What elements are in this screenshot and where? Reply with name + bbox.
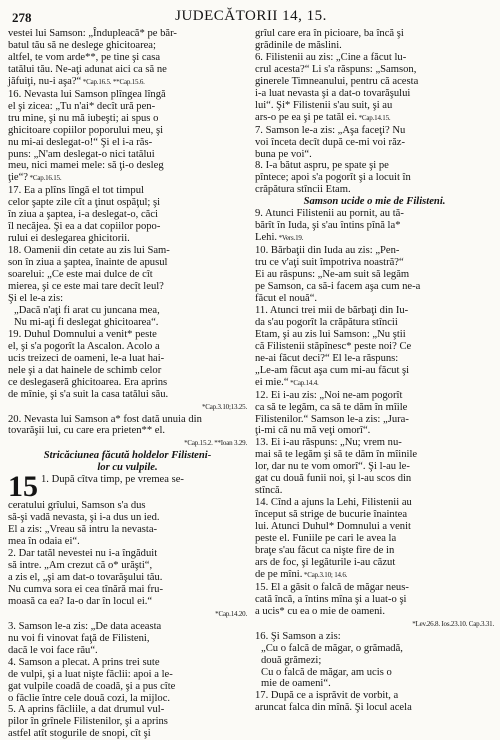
verse-text: mea în odaia ei“. — [8, 536, 80, 548]
text-line — [255, 293, 494, 305]
verse-text: jăfuiţi, nu-i aşa?“ — [8, 75, 82, 87]
text-line — [255, 269, 494, 281]
verse-text: bărît în Iuda, şi s'au întins pînă la* — [255, 220, 401, 232]
text-line — [255, 606, 494, 618]
verse-text: batul tău să ne deslege ghicitoarea; — [8, 39, 156, 51]
cross-reference: *Cap.14.4. — [288, 378, 319, 387]
verse-text: 17. După ce a isprăvit de vorbit, a — [255, 690, 399, 702]
verse-text: el, şi s'a pogorît la Ascalon. Acolo a — [8, 340, 160, 352]
text-line — [8, 621, 247, 633]
text-line — [8, 341, 247, 353]
verse-text: tru ce v'aţi suit împotriva noastră?“ — [255, 257, 404, 269]
verse-text: peste el. Funiile pe cari le avea la — [255, 533, 397, 545]
text-line — [8, 425, 247, 437]
text-line — [8, 172, 247, 185]
cross-reference: *Cap.14.15. — [357, 113, 391, 122]
verse-text: 17. Ea a plîns lîngă el tot timpul — [8, 185, 144, 197]
verse-text: 14. Cînd a ajuns la Lehi, Filistenii au — [255, 497, 412, 509]
text-line — [255, 317, 494, 329]
verse-text: astfel atît stogurile de snopi, cît şi — [8, 728, 151, 740]
text-line — [255, 100, 494, 112]
text-line — [255, 618, 494, 631]
text-line — [255, 88, 494, 100]
text-line — [255, 377, 494, 390]
verse-text: gat vulpile coadă de coadă, şi a pus cîte — [8, 680, 176, 692]
verse-text: să-şi vadă nevasta, şi i-a dus un ied. — [8, 512, 160, 524]
text-line — [8, 470, 247, 504]
verse-text: 4. Samson a plecat. A prins trei sute — [8, 656, 160, 668]
text-line — [255, 643, 494, 655]
verse-text: grîul care era în picioare, ba încă şi — [255, 28, 404, 39]
cross-reference: *Lev.26.8. Ios.23.10. Cap.3.31. — [412, 619, 494, 628]
text-line — [8, 377, 247, 389]
text-line — [255, 509, 494, 521]
text-line — [255, 125, 494, 137]
text-line — [8, 89, 247, 101]
text-line — [8, 197, 247, 209]
verse-text: 16. Nevasta lui Samson plîngea lîngă — [8, 88, 166, 100]
verse-text: Şi el le-a zis: — [8, 292, 64, 304]
verse-text: 2. Dar tatăl nevestei nu i-a îngăduit — [8, 548, 158, 560]
text-line — [255, 594, 494, 606]
section-heading — [8, 462, 247, 474]
verse-text: 9. Atunci Filistenii au pornit, au tă- — [255, 208, 404, 220]
verse-text: mierea, şi ce este mai tare decît leul? — [8, 281, 164, 293]
verse-text: „Dacă n'aţi fi arat cu juncana mea, — [14, 304, 160, 316]
text-line — [8, 281, 247, 293]
verse-text: buna pe voi“. — [255, 148, 312, 160]
verse-text: de vulpi, şi a luat nişte făclii: apoi a le- — [8, 668, 173, 680]
verse-text: că Filistenii stăpînesc* peste noi? Ce — [255, 340, 412, 352]
text-line — [8, 160, 247, 172]
verse-text: el şi zicea: „Tu n'ai* decît ură pen- — [8, 100, 156, 112]
text-line — [8, 657, 247, 669]
verse-text: 20. Nevasta lui Samson a* fost dată unuia din — [8, 413, 202, 425]
verse-text: ne-ai făcut deci?“ El le-a răspuns: — [255, 352, 399, 364]
text-line — [255, 425, 494, 437]
text-columns — [8, 28, 494, 740]
verse-text: voi înceta decît după ce-mi voi răz- — [255, 136, 406, 148]
verse-text: ca să te legăm, ca să te dăm în mîile — [255, 401, 408, 413]
verse-text: da s'au pogorît la crăpătura stîncii — [255, 316, 398, 328]
verse-text: Etam, şi au zis lui Samson: „Nu ştii — [255, 328, 406, 340]
text-line — [255, 582, 494, 594]
verse-text: aruncat falca din mînă. Şi locul acela — [255, 702, 412, 714]
cross-reference: *Cap.16.5. **Cap.15.6. — [81, 77, 145, 86]
text-line — [255, 485, 494, 497]
verse-text: gat cu două funii noi, şi l-au scos din — [255, 473, 412, 485]
verse-text: tovarăşii lui, cu care era prieten** el. — [8, 425, 166, 437]
text-line — [8, 221, 247, 233]
text-line — [255, 365, 494, 377]
verse-text: mie de oameni“. — [261, 678, 331, 690]
text-line — [255, 702, 494, 714]
page-header — [8, 6, 494, 28]
verse-text: în ziua a şaptea, i-a deslegat-o, căci — [8, 209, 158, 221]
text-line — [255, 667, 494, 679]
text-line — [255, 390, 494, 402]
verse-text: început să strige de bucurie înaintea — [255, 509, 408, 521]
cross-reference: *Cap.15.2. **Ioan 3.29. — [184, 439, 247, 448]
text-line — [8, 137, 247, 149]
verse-text: lor cu vulpile. — [97, 462, 158, 474]
verse-text: Nu cumva sora ei cea tînără mai fru- — [8, 583, 164, 595]
text-line — [255, 137, 494, 149]
text-line — [8, 209, 247, 221]
verse-text: moasă ca ea? Ia-o dar în locul ei.“ — [8, 595, 153, 607]
verse-text: son în ziua a şaptea, înainte de apusul — [8, 257, 168, 269]
text-line — [255, 40, 494, 52]
text-line — [8, 572, 247, 584]
verse-text: 8. I-a bătut aspru, pe spate şi pe — [255, 160, 389, 172]
section-heading — [8, 450, 247, 462]
text-line — [8, 149, 247, 161]
text-line — [8, 512, 247, 524]
verse-text: pilor în grînele Filistenilor, şi a aprins — [8, 716, 168, 728]
verse-text: ghicitoare copiilor poporului meu, şi — [8, 124, 164, 136]
verse-text: cată încă, a întins mîna şi a luat-o şi — [255, 593, 407, 605]
verse-text: mai să te legăm şi să te dăm în mîinile — [255, 449, 418, 461]
verse-text: stîncă. — [255, 485, 283, 497]
verse-text: 16. Şi Samson a zis: — [255, 630, 341, 642]
verse-text: „Cu o falcă de măgar, o grămadă, — [261, 642, 403, 654]
text-line — [255, 329, 494, 341]
cross-reference: *Cap.16.15. — [28, 174, 62, 183]
text-line — [8, 693, 247, 705]
text-line — [255, 281, 494, 293]
text-line — [8, 437, 247, 450]
right-column — [255, 28, 494, 740]
text-line — [255, 655, 494, 667]
verse-text: 10. Bărbaţii din Iuda au zis: „Pen- — [255, 245, 400, 257]
text-line — [8, 414, 247, 426]
verse-text: 7. Samson le-a zis: „Aşa faceţi? Nu — [255, 124, 406, 136]
text-line — [255, 172, 494, 184]
verse-text: ei mie.“ — [255, 376, 289, 388]
verse-text: grădinile de măslini. — [255, 39, 342, 51]
verse-text: meu, nici mamei mele: să ţi-o desleg — [8, 160, 164, 172]
verse-text: „Le-am făcut aşa cum mi-au făcut şi — [255, 364, 410, 376]
verse-text: soarelui: „Ce este mai dulce de cît — [8, 269, 153, 281]
verse-text: pe Samson, ca să-i facem aşa cum ne-a — [255, 281, 421, 293]
page-number: 278 — [12, 10, 32, 25]
verse-text: lui. Atunci Duhul* Domnului a venit — [255, 521, 411, 533]
verse-text: lor, dar nu te vom omorî“. Şi l-au le- — [255, 461, 410, 473]
verse-text: 12. Ei i-au zis: „Noi ne-am pogorît — [255, 389, 403, 401]
verse-text: Nu mi-aţi fi deslegat ghicitoarea“. — [14, 316, 159, 328]
text-line — [8, 548, 247, 560]
text-line — [8, 365, 247, 377]
text-line — [8, 269, 247, 281]
text-line — [255, 557, 494, 569]
text-line — [255, 437, 494, 449]
verse-text: vestei lui Samson: „Îndupleacă* pe băr- — [8, 28, 177, 39]
verse-text: ars de foc, şi legăturile i-au căzut — [255, 556, 396, 568]
verse-text: să intre. „Am crezut că o* urăşti“, — [8, 560, 153, 572]
verse-text: crul acesta?“ Li s'a răspuns: „Samson, — [255, 63, 417, 75]
verse-text: 18. Oamenii din cetate au zis lui Sam- — [8, 245, 170, 257]
text-line — [255, 414, 494, 426]
text-line — [255, 64, 494, 76]
verse-text: Ei au răspuns: „Ne-am suit să legăm — [255, 269, 410, 281]
text-line — [255, 521, 494, 533]
verse-text: ţie“? — [8, 172, 28, 184]
verse-text: ce deslegaseră ghicitoarea. Era aprins — [8, 376, 168, 388]
verse-text: Filistenilor.“ Samson le-a zis: „Jura- — [255, 413, 409, 425]
verse-text: braţe s'au făcut ca nişte fire de in — [255, 544, 395, 556]
text-line — [255, 208, 494, 220]
text-line — [255, 545, 494, 557]
text-line — [255, 257, 494, 269]
verse-text: nele şi a dat hainele de schimb celor — [8, 364, 162, 376]
text-line — [8, 401, 247, 414]
verse-text: El a zis: „Vreau să intru la nevasta- — [8, 524, 158, 536]
text-line — [8, 524, 247, 536]
verse-text: 13. Ei i-au răspuns: „Nu; vrem nu- — [255, 437, 402, 449]
verse-text: ucis treizeci de oameni, le-a luat hai- — [8, 352, 165, 364]
text-line — [8, 329, 247, 341]
text-line — [8, 669, 247, 681]
text-line — [8, 52, 247, 64]
verse-text: dacă le voi face rău“. — [8, 644, 98, 656]
text-line — [255, 353, 494, 365]
verse-text: rului ei deslegarea ghicitorii. — [8, 233, 130, 245]
text-line — [255, 76, 494, 88]
text-line — [255, 631, 494, 643]
text-line — [8, 560, 247, 572]
verse-text: 5. A aprins făcliile, a dat drumul vul- — [8, 704, 165, 716]
text-line — [255, 184, 494, 196]
verse-text: 6. Filistenii au zis: „Cine a făcut lu- — [255, 51, 407, 63]
verse-text: ţi-mi că nu mă veţi omorî“. — [255, 425, 371, 437]
verse-text: nu mi-ai deslegat-o!“ Şi el i-a răs- — [8, 136, 153, 148]
verse-text: a zis el, „şi am dat-o tovarăşului tău. — [8, 571, 163, 583]
verse-text: Cu o falcă de măgar, am ucis o — [261, 666, 392, 678]
verse-text: 15. El a găsit o falcă de măgar neus- — [255, 581, 409, 593]
left-column — [8, 28, 247, 740]
text-line — [255, 533, 494, 545]
verse-text: tru mine, şi nu mă iubeşti; ai spus o — [8, 112, 159, 124]
text-line — [255, 402, 494, 414]
text-line — [255, 112, 494, 125]
text-line — [8, 584, 247, 596]
text-line — [8, 233, 247, 245]
verse-text: o făclie între cele două cozi, la mijloc. — [8, 692, 171, 704]
text-line — [255, 569, 494, 582]
verse-text: de pe mîni. — [255, 568, 303, 580]
text-line — [255, 341, 494, 353]
verse-text: pîntece; apoi s'a pogorît şi a locuit în — [255, 172, 411, 184]
verse-text: ars-o pe ea şi pe tatăl ei. — [255, 111, 358, 123]
text-line — [255, 678, 494, 690]
text-line — [8, 245, 247, 257]
text-line — [8, 76, 247, 89]
verse-text: îl necăjea. Şi ea a dat copiilor popo- — [8, 221, 161, 233]
text-line — [8, 389, 247, 401]
text-line — [255, 305, 494, 317]
text-line — [255, 690, 494, 702]
text-line — [255, 28, 494, 40]
text-line — [255, 220, 494, 232]
cross-reference: *Cap.3.10;13.25. — [201, 402, 247, 411]
verse-text: tatălui tău. Ne-aţi adunat aici ca să ne — [8, 63, 167, 75]
text-line — [8, 305, 247, 317]
text-line — [8, 716, 247, 728]
text-line — [255, 473, 494, 485]
text-line — [8, 28, 247, 40]
text-line — [8, 353, 247, 365]
verse-text: 11. Atunci trei mii de bărbaţi din Iu- — [255, 304, 409, 316]
verse-text: nu voi fi vinovat faţă de Filisteni, — [8, 632, 150, 644]
text-line — [8, 185, 247, 197]
verse-text: făcut el nouă“. — [255, 292, 318, 304]
verse-text: 19. Duhul Domnului a venit* peste — [8, 328, 157, 340]
text-line — [8, 633, 247, 645]
text-line — [255, 461, 494, 473]
text-line — [255, 160, 494, 172]
text-line — [255, 449, 494, 461]
verse-text: ginerele Timneanului, pentru că acesta — [255, 75, 419, 87]
text-line — [8, 681, 247, 693]
verse-text: Samson ucide o mie de Filisteni. — [303, 196, 446, 208]
text-line — [255, 245, 494, 257]
cross-reference: *Cap.3.10; 14.6. — [302, 570, 348, 579]
verse-text: a ucis* cu ea o mie de oameni. — [255, 605, 386, 617]
text-line — [8, 64, 247, 76]
verse-text: celor şapte zile cît a ţinut ospăţul; şi — [8, 197, 161, 209]
text-line — [8, 257, 247, 269]
text-line — [8, 500, 247, 512]
running-title: JUDECĂTORII 14, 15. — [175, 8, 327, 24]
verse-text: de mînie, şi s'a suit la casa tatălui său. — [8, 388, 169, 400]
verse-text: i-a luat nevasta şi a dat-o tovarăşului — [255, 87, 411, 99]
verse-text: Lehi. — [255, 232, 278, 244]
verse-text: ceratului grîului, Samson s'a dus — [8, 500, 146, 512]
text-line — [255, 232, 494, 245]
cross-reference: *Vers.19. — [277, 234, 304, 243]
text-line — [8, 704, 247, 716]
chapter-number: 15 — [8, 470, 38, 504]
text-line — [255, 149, 494, 161]
verse-text: lui“. Şi* Filistenii s'au suit, şi au — [255, 99, 393, 111]
text-line — [8, 608, 247, 621]
verse-text: Stricăciunea făcută holdelor Filisteni- — [43, 450, 212, 462]
text-line — [8, 125, 247, 137]
verse-text: altfel, te vom arde**, pe tine şi casa — [8, 51, 161, 63]
verse-text: puns: „N'am deslegat-o nici tatălui — [8, 148, 155, 160]
text-line — [8, 293, 247, 305]
cross-reference: *Cap.14.20. — [215, 609, 247, 618]
text-line — [8, 536, 247, 548]
text-line — [8, 40, 247, 52]
verse-text: crăpătura stîncii Etam. — [255, 184, 351, 196]
text-line — [8, 113, 247, 125]
verse-text: două grămezi; — [261, 654, 322, 666]
text-line — [8, 101, 247, 113]
section-heading — [255, 196, 494, 208]
text-line — [8, 645, 247, 657]
text-line — [8, 728, 247, 740]
text-line — [8, 596, 247, 608]
text-line — [255, 52, 494, 64]
verse-text: 1. După cîtva timp, pe vremea se- — [41, 474, 184, 486]
text-line — [8, 317, 247, 329]
verse-text: 3. Samson le-a zis: „De data aceasta — [8, 620, 162, 632]
text-line — [255, 497, 494, 509]
